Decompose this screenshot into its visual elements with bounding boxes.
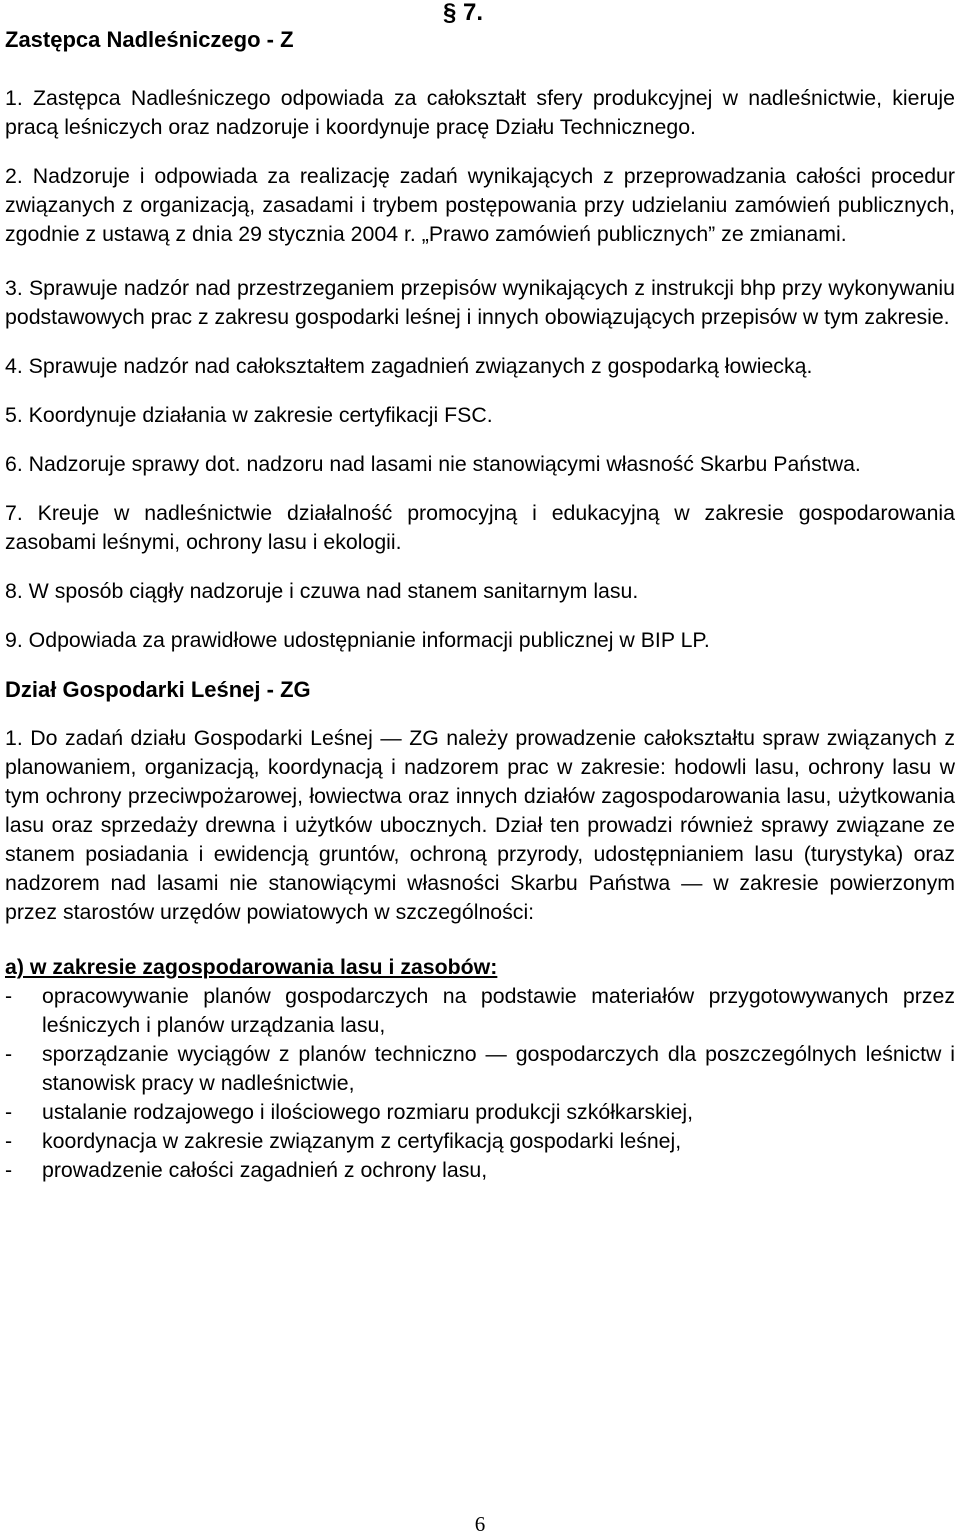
task-list bbox=[5, 982, 955, 1185]
deputy-duties-list bbox=[5, 84, 955, 655]
list-item bbox=[5, 1040, 955, 1098]
list-item bbox=[5, 982, 955, 1040]
section-number: § 7. bbox=[443, 0, 484, 26]
document-page bbox=[5, 0, 955, 1185]
duty-paragraph-6: 6. Nadzoruje sprawy dot. nadzoru nad lasami nie stanowiącymi własność Skarbu Państwa. bbox=[5, 452, 861, 476]
list-item-text: ustalanie rodzajowego i ilościowego rozmiaru produkcji szkółkarskiej, bbox=[42, 1100, 694, 1124]
duty-paragraph-1: 1. Zastępca Nadleśniczego odpowiada za całokształt sfery produkcyjnej w nadleśnictwie, kieruje pracą leśniczych oraz nadzoruje i koordynuje pracę Działu Technicznego. bbox=[5, 86, 955, 139]
duty-paragraph-9: 9. Odpowiada za prawidłowe udostępnianie informacji publicznej w BIP LP. bbox=[5, 628, 710, 652]
duty-paragraph-2: 2. Nadzoruje i odpowiada za realizację zadań wynikających z przeprowadzania całości procedur związanych z organizacją, zasadami i trybem postępowania przy udzielaniu zamówień publicznych, zgodnie z ustawą z dnia 29 stycznia 2004 r. „Prawo zamówień publicznych” ze zmianami. bbox=[5, 164, 955, 246]
department-intro: 1. Do zadań działu Gospodarki Leśnej — ZG należy prowadzenie całokształtu spraw związanych z planowaniem, organizacją, koordynacją i nadzorem prac w zakresie: hodowli lasu, ochrony lasu w tym ochrony przeciwpożarowej, łowiectwa oraz innych działów zagospodarowania lasu, użytkowania lasu oraz sprzedaży drewna i użytków ubocznych. Dział ten prowadzi również sprawy związane ze stanem posiadania i ewidencją gruntów, ochroną przyrody, udostępnianiem lasu (turystyka) oraz nadzorem nad lasami nie stanowiącymi własności Skarbu Państwa — w zakresie powierzonym przez starostów urzędów powiatowych w szczególności: bbox=[5, 726, 955, 924]
duty-paragraph-4: 4. Sprawuje nadzór nad całokształtem zagadnień związanych z gospodarką łowiecką. bbox=[5, 354, 813, 378]
list-item-text: sporządzanie wyciągów z planów techniczno — gospodarczych dla poszczególnych leśnictw i stanowisk pracy w nadleśnictwie, bbox=[42, 1042, 955, 1095]
list-item bbox=[5, 1156, 955, 1185]
list-item-text: opracowywanie planów gospodarczych na podstawie materiałów przygotowywanych przez leśniczych i planów urządzania lasu, bbox=[42, 984, 955, 1037]
department-title: Dział Gospodarki Leśnej - ZG bbox=[5, 677, 311, 702]
page-number: 6 bbox=[474, 1512, 486, 1536]
subsection-heading: a) w zakresie zagospodarowania lasu i zasobów: bbox=[5, 955, 498, 979]
list-dash: - bbox=[5, 984, 13, 1008]
list-dash: - bbox=[5, 1100, 13, 1124]
list-item-text: prowadzenie całości zagadnień z ochrony lasu, bbox=[42, 1158, 488, 1182]
duty-paragraph-3: 3. Sprawuje nadzór nad przestrzeganiem przepisów wynikających z instrukcji bhp przy wykonywaniu podstawowych prac z zakresu gospodarki leśnej i innych obowiązujących przepisów w tym zakresie. bbox=[5, 276, 955, 329]
list-item bbox=[5, 1127, 955, 1156]
list-dash: - bbox=[5, 1158, 13, 1182]
list-dash: - bbox=[5, 1129, 13, 1153]
duty-paragraph-7: 7. Kreuje w nadleśnictwie działalność promocyjną i edukacyjną w zakresie gospodarowania zasobami leśnymi, ochrony lasu i ekologii. bbox=[5, 501, 955, 554]
header bbox=[5, 0, 955, 66]
list-item-text: koordynacja w zakresie związanym z certyfikacją gospodarki leśnej, bbox=[42, 1129, 682, 1153]
duty-paragraph-5: 5. Koordynuje działania w zakresie certyfikacji FSC. bbox=[5, 403, 493, 427]
list-item bbox=[5, 1098, 955, 1127]
page-title: Zastępca Nadleśniczego - Z bbox=[5, 27, 294, 52]
duty-paragraph-8: 8. W sposób ciągły nadzoruje i czuwa nad stanem sanitarnym lasu. bbox=[5, 579, 639, 603]
list-dash: - bbox=[5, 1042, 13, 1066]
